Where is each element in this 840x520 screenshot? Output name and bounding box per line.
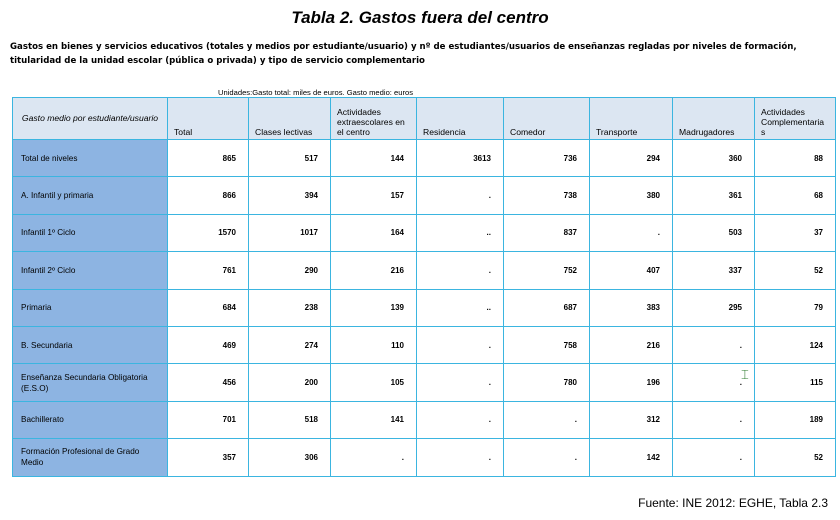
- table-cell: 216: [331, 252, 417, 289]
- table-cell: 200: [249, 364, 331, 401]
- table-cell: 407: [590, 252, 673, 289]
- table-cell: 52: [755, 439, 836, 476]
- table-cell: 361: [673, 177, 755, 214]
- table-cell: 357: [168, 439, 249, 476]
- source-note: Fuente: INE 2012: EGHE, Tabla 2.3: [638, 496, 828, 510]
- row-label: Total de niveles: [13, 140, 168, 177]
- table-cell: 294: [590, 140, 673, 177]
- row-label: B. Secundaria: [13, 326, 168, 363]
- column-header: Actividades extraescolares en el centro: [331, 98, 417, 140]
- row-label: A. Infantil y primaria: [13, 177, 168, 214]
- table-row: [13, 140, 836, 177]
- table-cell: 290: [249, 252, 331, 289]
- table-cell: 189: [755, 401, 836, 438]
- table-cell: 337: [673, 252, 755, 289]
- table-cell: 736: [504, 140, 590, 177]
- row-label: Infantil 2º Ciclo: [13, 252, 168, 289]
- table-cell: 701: [168, 401, 249, 438]
- table-cell: ..: [417, 289, 504, 326]
- column-header: Clases lectivas: [249, 98, 331, 140]
- table-cell: .: [504, 439, 590, 476]
- table-cell: 115: [755, 364, 836, 401]
- table-cell: 216: [590, 326, 673, 363]
- table-row: [13, 439, 836, 476]
- table-cell: 517: [249, 140, 331, 177]
- row-label: Enseñanza Secundaria Obligatoria (E.S.O): [13, 364, 168, 401]
- table-cell: 518: [249, 401, 331, 438]
- page-title: Tabla 2. Gastos fuera del centro: [291, 8, 549, 27]
- table-cell: .: [417, 401, 504, 438]
- column-header: Residencia: [417, 98, 504, 140]
- table-cell: 380: [590, 177, 673, 214]
- table-cell: 88: [755, 140, 836, 177]
- table-cell: 139: [331, 289, 417, 326]
- description-line: titularidad de la unidad escolar (pública o privada) y tipo de servicio complementario: [10, 56, 425, 66]
- table-cell: 360: [673, 140, 755, 177]
- table-row: [13, 252, 836, 289]
- table-cell: 196: [590, 364, 673, 401]
- table-cell: 503: [673, 214, 755, 251]
- table-cell: 141: [331, 401, 417, 438]
- table-cell: .: [417, 326, 504, 363]
- table-header-row: [13, 98, 836, 140]
- table-cell: 79: [755, 289, 836, 326]
- table-cell: .: [504, 401, 590, 438]
- table-cell: 761: [168, 252, 249, 289]
- table-cell: 1017: [249, 214, 331, 251]
- table-cell: 164: [331, 214, 417, 251]
- table-cell: .: [417, 252, 504, 289]
- table-cell: 383: [590, 289, 673, 326]
- table-row: [13, 214, 836, 251]
- column-header: Transporte: [590, 98, 673, 140]
- description-line: Gastos en bienes y servicios educativos (totales y medios por estudiante/usuario) y nº de estudiantes/usuarios de enseñanzas regladas por niveles de formación,: [10, 42, 797, 52]
- table-cell: 144: [331, 140, 417, 177]
- table-cell: 238: [249, 289, 331, 326]
- table-cell: 865: [168, 140, 249, 177]
- table-cell: 124: [755, 326, 836, 363]
- table-cell: .: [590, 214, 673, 251]
- table-cell: 866: [168, 177, 249, 214]
- row-label: Formación Profesional de Grado Medio: [13, 439, 168, 476]
- table-row: [13, 177, 836, 214]
- table-cell: .: [331, 439, 417, 476]
- header-corner: Gasto medio por estudiante/usuario: [13, 98, 168, 140]
- table-row: [13, 289, 836, 326]
- table-cell: 684: [168, 289, 249, 326]
- table-cell: .: [417, 364, 504, 401]
- table-cell: 456: [168, 364, 249, 401]
- expenses-table: [12, 97, 836, 477]
- table-row: [13, 364, 836, 401]
- table-cell: .: [673, 326, 755, 363]
- table-cell: 738: [504, 177, 590, 214]
- table-cell: 780: [504, 364, 590, 401]
- table-description: [10, 40, 830, 68]
- table-cell: .: [417, 177, 504, 214]
- table-cell: 758: [504, 326, 590, 363]
- table-cell: 469: [168, 326, 249, 363]
- table-cell: 306: [249, 439, 331, 476]
- table-cell: ..: [417, 214, 504, 251]
- table-cell: .: [417, 439, 504, 476]
- text-cursor-icon: ⌶: [741, 368, 749, 383]
- table-cell: 110: [331, 326, 417, 363]
- column-header: Total: [168, 98, 249, 140]
- table-cell: 142: [590, 439, 673, 476]
- column-header: Comedor: [504, 98, 590, 140]
- column-header: Actividades Complementaria s: [755, 98, 836, 140]
- table-cell: 1570: [168, 214, 249, 251]
- table-cell: .: [673, 439, 755, 476]
- table-cell: .: [673, 364, 755, 401]
- table-cell: 52: [755, 252, 836, 289]
- column-header: Madrugadores: [673, 98, 755, 140]
- table-cell: 3613: [417, 140, 504, 177]
- table-cell: 105: [331, 364, 417, 401]
- table-cell: 157: [331, 177, 417, 214]
- table-cell: 274: [249, 326, 331, 363]
- row-label: Primaria: [13, 289, 168, 326]
- units-note: Unidades:Gasto total: miles de euros. Gasto medio: euros: [218, 88, 414, 97]
- row-label: Infantil 1º Ciclo: [13, 214, 168, 251]
- table-cell: 687: [504, 289, 590, 326]
- table-cell: .: [673, 401, 755, 438]
- table-cell: 37: [755, 214, 836, 251]
- table-cell: 752: [504, 252, 590, 289]
- table-cell: 394: [249, 177, 331, 214]
- table-row: [13, 401, 836, 438]
- row-label: Bachillerato: [13, 401, 168, 438]
- table-cell: 312: [590, 401, 673, 438]
- table-row: [13, 326, 836, 363]
- table-cell: 837: [504, 214, 590, 251]
- table-cell: 295: [673, 289, 755, 326]
- table-cell: 68: [755, 177, 836, 214]
